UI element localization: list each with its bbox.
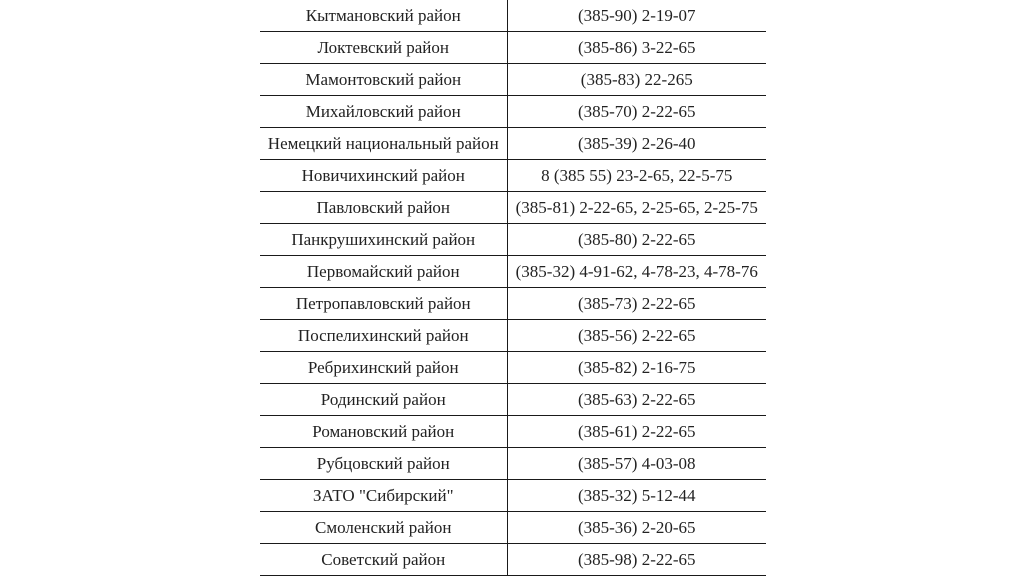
- phone-cell: (385-80) 2-22-65: [507, 224, 766, 256]
- table-row: [260, 448, 766, 480]
- district-cell: Родинский район: [260, 384, 507, 416]
- table-row: [260, 288, 766, 320]
- district-cell: Немецкий национальный район: [260, 128, 507, 160]
- table-row: [260, 320, 766, 352]
- district-cell: ЗАТО "Сибирский": [260, 480, 507, 512]
- table-row: [260, 512, 766, 544]
- district-cell: Кытмановский район: [260, 0, 507, 32]
- table-row: [260, 64, 766, 96]
- phone-cell: (385-56) 2-22-65: [507, 320, 766, 352]
- table-row: [260, 96, 766, 128]
- district-cell: Романовский район: [260, 416, 507, 448]
- table-row: [260, 128, 766, 160]
- table-row: [260, 32, 766, 64]
- phone-cell: (385-86) 3-22-65: [507, 32, 766, 64]
- table-row: [260, 480, 766, 512]
- phone-cell: (385-61) 2-22-65: [507, 416, 766, 448]
- table-row: [260, 256, 766, 288]
- district-cell: Первомайский район: [260, 256, 507, 288]
- table-row: [260, 352, 766, 384]
- district-phone-table: [260, 0, 766, 576]
- phone-cell: (385-63) 2-22-65: [507, 384, 766, 416]
- district-cell: Новичихинский район: [260, 160, 507, 192]
- district-cell: Локтевский район: [260, 32, 507, 64]
- phone-cell: (385-32) 4-91-62, 4-78-23, 4-78-76: [507, 256, 766, 288]
- district-cell: Павловский район: [260, 192, 507, 224]
- table-row: [260, 224, 766, 256]
- phone-cell: (385-82) 2-16-75: [507, 352, 766, 384]
- phone-cell: (385-39) 2-26-40: [507, 128, 766, 160]
- table-row: [260, 544, 766, 576]
- table-row: [260, 192, 766, 224]
- table-row: [260, 0, 766, 32]
- district-cell: Смоленский район: [260, 512, 507, 544]
- district-cell: Ребрихинский район: [260, 352, 507, 384]
- district-cell: Михайловский район: [260, 96, 507, 128]
- district-cell: Поспелихинский район: [260, 320, 507, 352]
- district-cell: Петропавловский район: [260, 288, 507, 320]
- phone-cell: (385-73) 2-22-65: [507, 288, 766, 320]
- phone-cell: 8 (385 55) 23-2-65, 22-5-75: [507, 160, 766, 192]
- table-row: [260, 416, 766, 448]
- table-body: [260, 0, 766, 576]
- district-cell: Рубцовский район: [260, 448, 507, 480]
- district-cell: Советский район: [260, 544, 507, 576]
- phone-cell: (385-70) 2-22-65: [507, 96, 766, 128]
- district-cell: Мамонтовский район: [260, 64, 507, 96]
- phone-cell: (385-32) 5-12-44: [507, 480, 766, 512]
- phone-cell: (385-98) 2-22-65: [507, 544, 766, 576]
- phone-cell: (385-90) 2-19-07: [507, 0, 766, 32]
- district-cell: Панкрушихинский район: [260, 224, 507, 256]
- phone-cell: (385-81) 2-22-65, 2-25-65, 2-25-75: [507, 192, 766, 224]
- phone-cell: (385-36) 2-20-65: [507, 512, 766, 544]
- table-row: [260, 160, 766, 192]
- table-row: [260, 384, 766, 416]
- phone-cell: (385-57) 4-03-08: [507, 448, 766, 480]
- phone-cell: (385-83) 22-265: [507, 64, 766, 96]
